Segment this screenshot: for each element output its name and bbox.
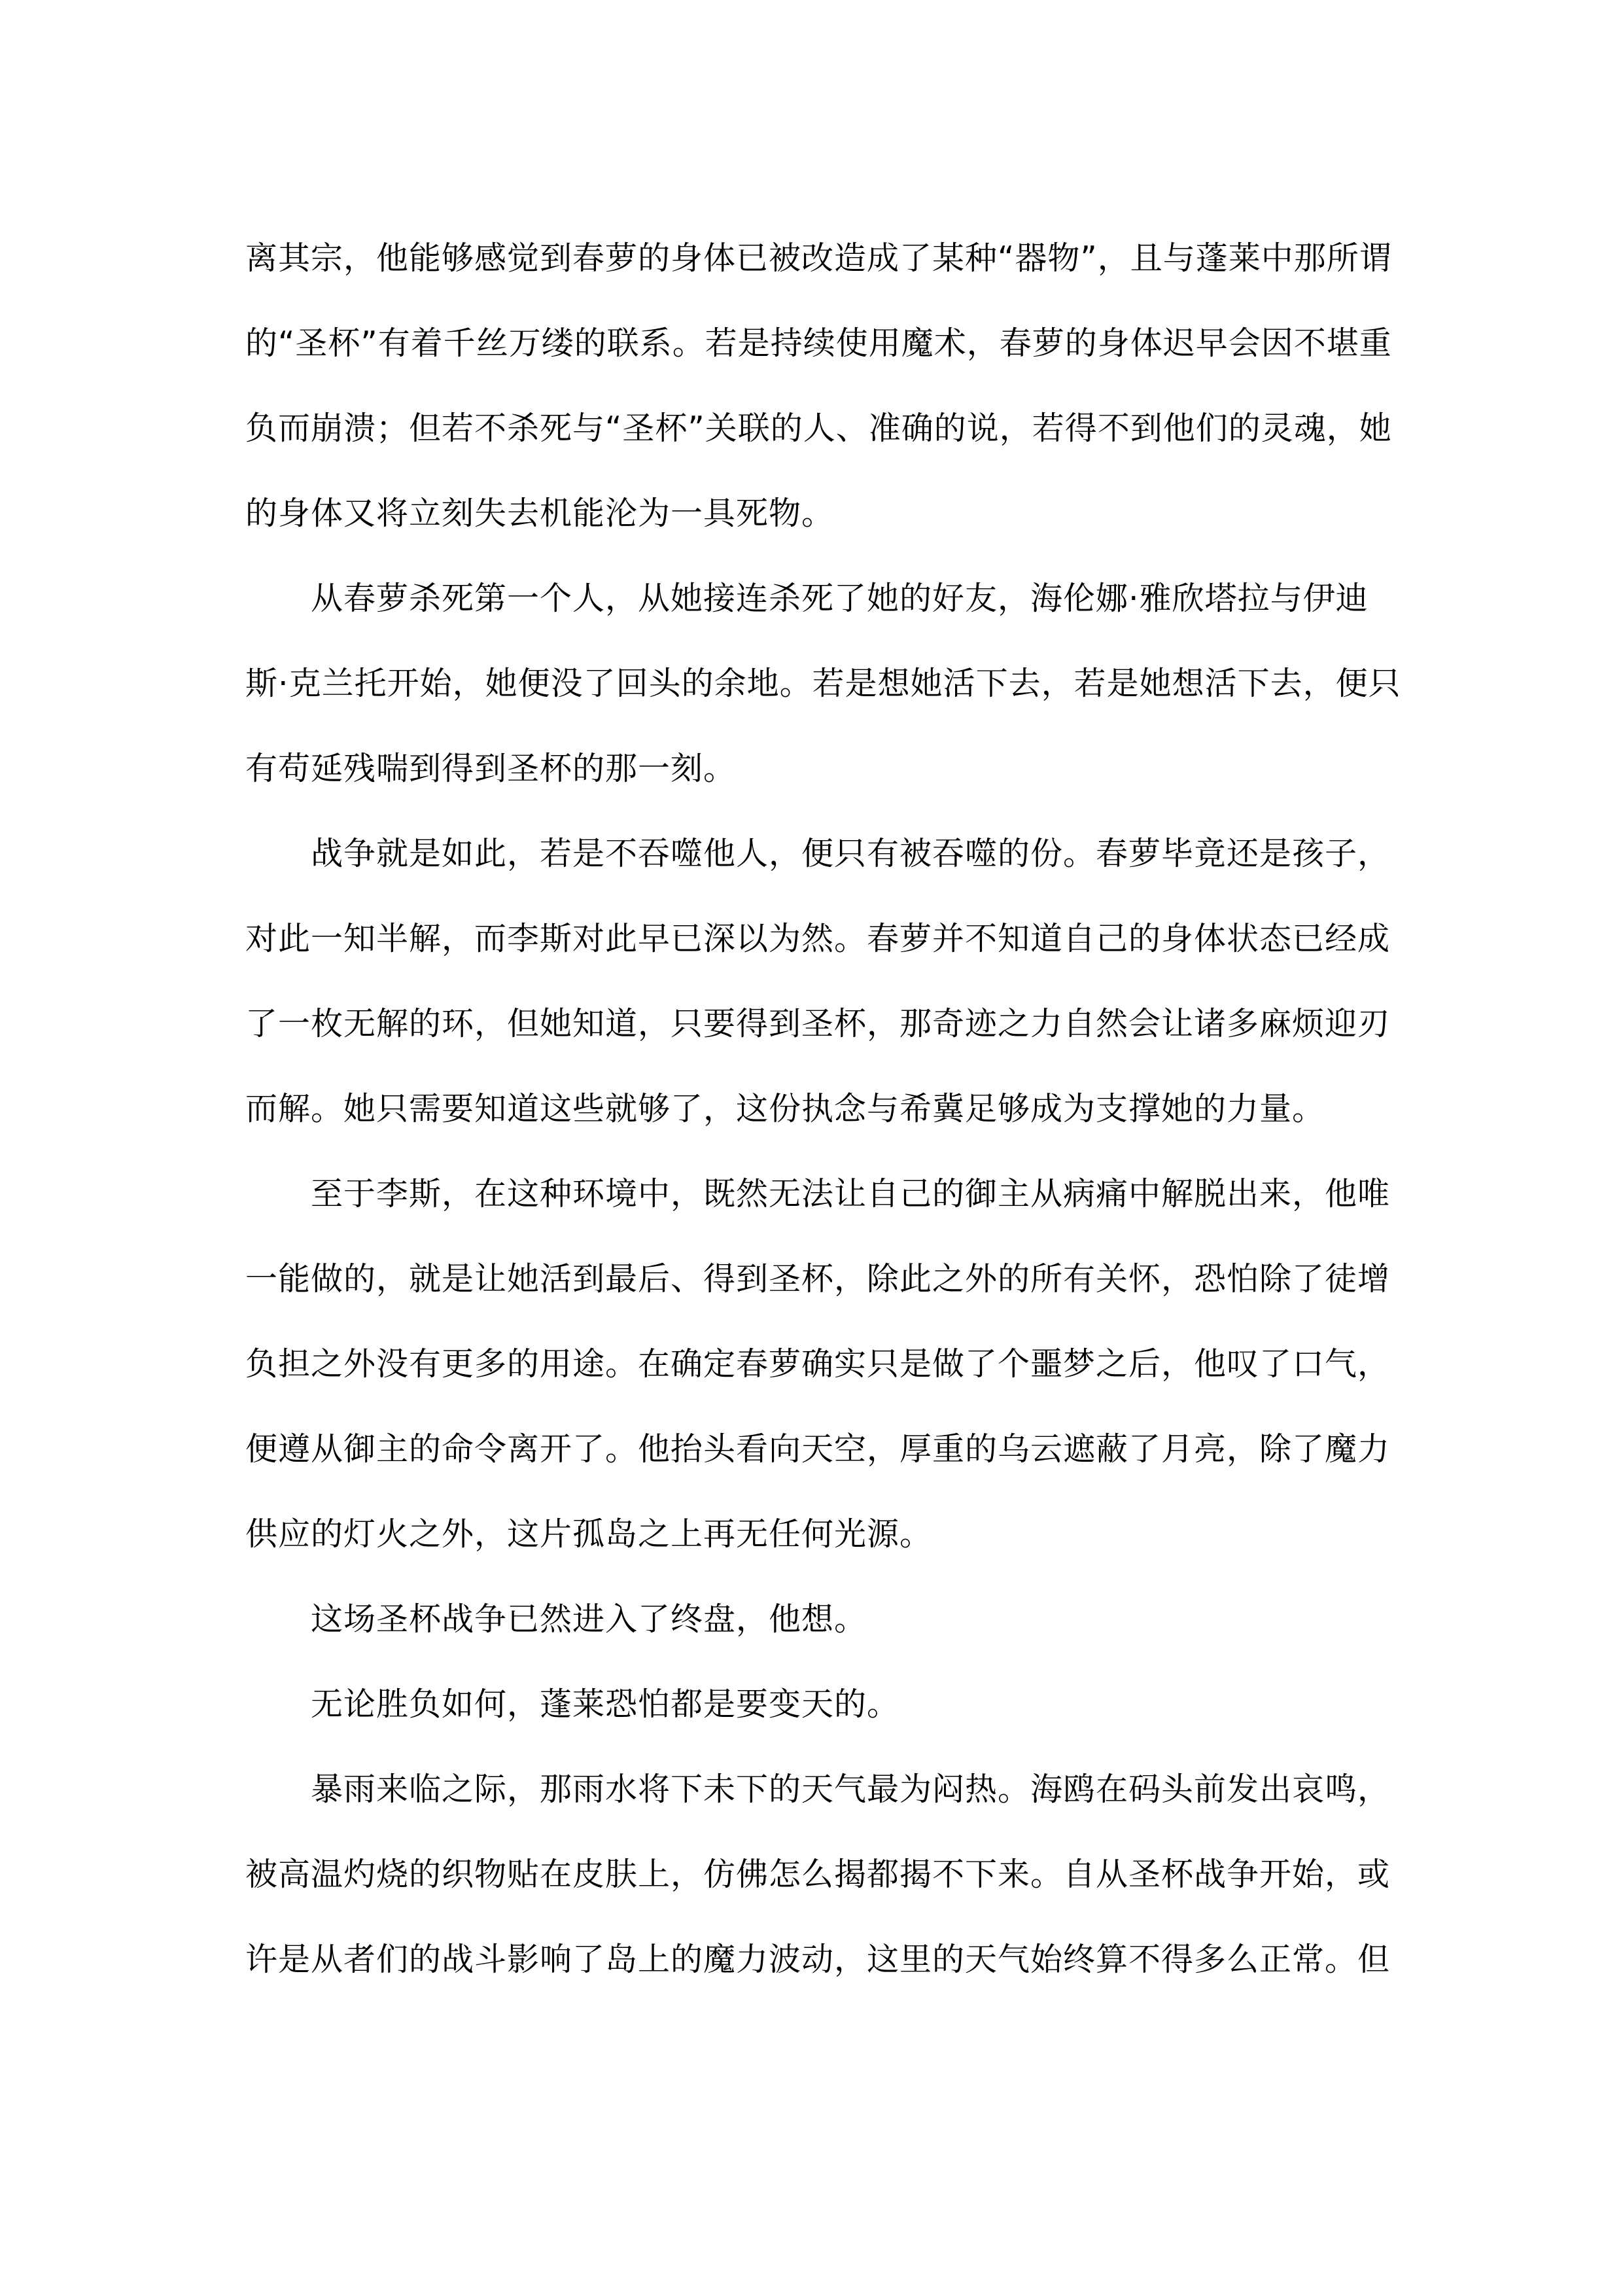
text-line: 至于李斯，在这种环境中，既然无法让自己的御主从病痛中解脱出来，他唯 [245,1175,1391,1212]
text-line: 而解。她只需要知道这些就够了，这份执念与希冀足够成为支撑她的力量。 [245,1090,1325,1127]
text-line: 的身体又将立刻失去机能沦为一具死物。 [245,495,835,532]
text-line: 了一枚无解的环，但她知道，只要得到圣杯，那奇迹之力自然会让诸多麻烦迎刃 [245,1005,1391,1042]
text-line: 负而崩溃；但若不杀死与“圣杯”关联的人、准确的说，若得不到他们的灵魂，她 [245,410,1392,447]
text-line: 无论胜负如何，蓬莱恐怕都是要变天的。 [245,1686,900,1723]
text-line: 战争就是如此，若是不吞噬他人，便只有被吞噬的份。春萝毕竟还是孩子， [245,835,1391,872]
text-line: 这场圣杯战争已然进入了终盘，他想。 [245,1600,867,1638]
text-line: 有苟延残喘到得到圣杯的那一刻。 [245,750,737,787]
text-line: 的“圣杯”有着千丝万缕的联系。若是持续使用魔术，春萝的身体迟早会因不堪重 [245,325,1392,362]
text-line: 被高温灼烧的织物贴在皮肤上，仿佛怎么揭都揭不下来。自从圣杯战争开始，或 [245,1856,1391,1893]
text-line: 供应的灯火之外，这片孤岛之上再无任何光源。 [245,1515,933,1553]
text-line: 斯·克兰托开始，她便没了回头的余地。若是想她活下去，若是她想活下去，便只 [245,665,1401,702]
text-line: 许是从者们的战斗影响了岛上的魔力波动，这里的天气始终算不得多么正常。但 [245,1941,1391,1978]
text-line: 便遵从御主的命令离开了。他抬头看向天空，厚重的乌云遮蔽了月亮，除了魔力 [245,1430,1391,1468]
text-line: 从春萝杀死第一个人，从她接连杀死了她的好友，海伦娜·雅欣塔拉与伊迪 [245,580,1369,617]
text-line: 离其宗，他能够感觉到春萝的身体已被改造成了某种“器物”，且与蓬莱中那所谓 [245,239,1392,277]
text-line: 负担之外没有更多的用途。在确定春萝确实只是做了个噩梦之后，他叹了口气， [245,1345,1391,1383]
text-line: 一能做的，就是让她活到最后、得到圣杯，除此之外的所有关怀，恐怕除了徒增 [245,1260,1391,1298]
text-line: 对此一知半解，而李斯对此早已深以为然。春萝并不知道自己的身体状态已经成 [245,920,1391,957]
document-body [245,216,1401,2002]
text-line: 暴雨来临之际，那雨水将下未下的天气最为闷热。海鸥在码头前发出哀鸣， [245,1771,1391,1808]
